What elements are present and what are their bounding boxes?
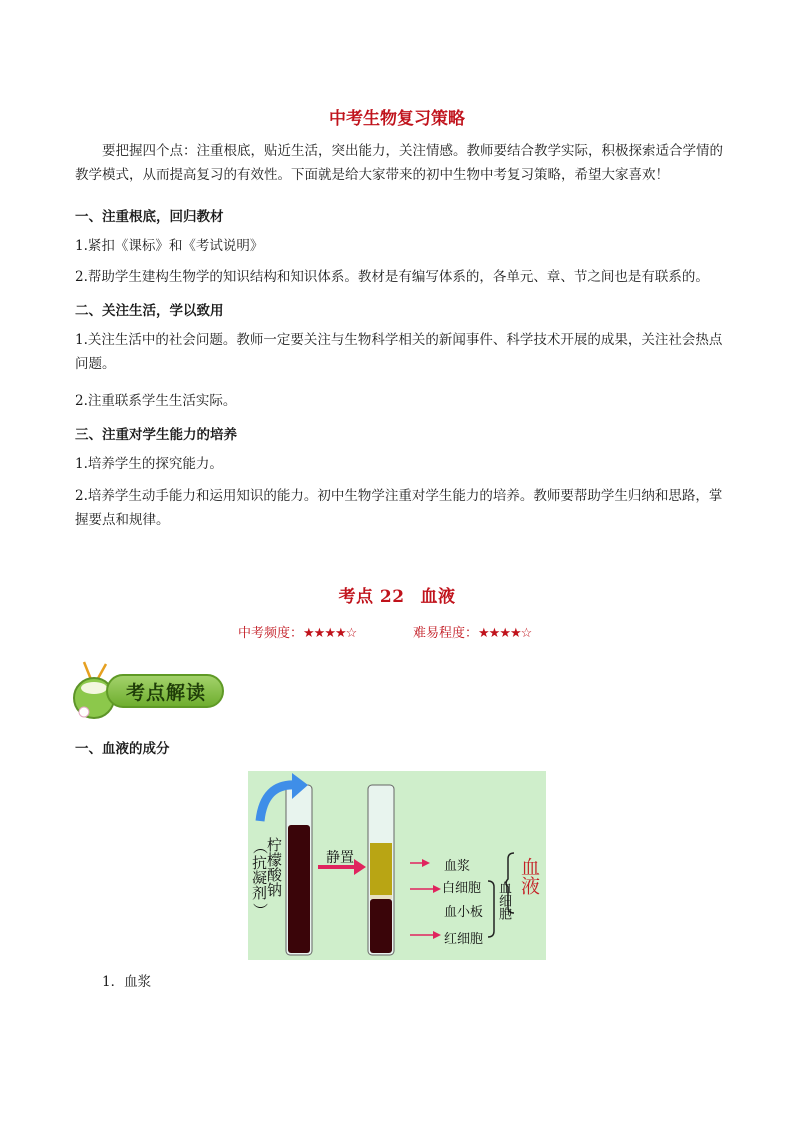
difficulty-rating <box>413 622 531 641</box>
section-2-item-2: 2.注重联系学生生活实际。 <box>75 393 237 409</box>
intro-paragraph: 要把握四个点：注重根底，贴近生活，突出能力，关注情感。教师要结合教学实际，积极探索适合学情的教学模式，从而提高复习的有效性。下面就是给大家带来的初中生物中考复习策略，希望大家喜欢！ <box>75 143 723 183</box>
blood-label: 血液 <box>518 857 540 895</box>
kaodian-title <box>0 582 794 607</box>
kaodian-topic: 血液 <box>420 587 456 607</box>
settle-label: 静置 <box>326 850 354 866</box>
frequency-stars: ★★★★☆ <box>303 626 357 641</box>
badge-text: 考点解读 <box>126 682 207 704</box>
section-1-item-1: 1.紧扣《课标》和《考试说明》 <box>75 238 264 254</box>
difficulty-label: 难易程度： <box>413 626 479 641</box>
frequency-label: 中考频度： <box>238 626 304 641</box>
anticoagulant-close-paren: ） <box>251 903 269 918</box>
test-tubes-illustration <box>248 771 546 960</box>
kaodian-jiedu-badge <box>70 660 228 720</box>
plasma-label: 血浆 <box>444 859 471 874</box>
page-title: 中考生物复习策略 <box>329 109 465 129</box>
frequency-rating <box>238 622 356 641</box>
section-1-item-2: 2.帮助学生建构生物学的知识结构和知识体系。教材是有编写体系的，各单元、章、节之间也是有联系的。 <box>75 269 709 285</box>
white-blood-cell-label: 白细胞 <box>442 881 482 896</box>
platelet-label: 血小板 <box>444 905 484 920</box>
section-3-item-2: 2.培养学生动手能力和运用知识的能力。初中生物学注重对学生能力的培养。教师要帮助学生归纳和思路，掌握要点和规律。 <box>75 488 723 528</box>
blood-cells-label: 血细胞 <box>496 881 511 920</box>
difficulty-stars: ★★★★☆ <box>478 626 532 641</box>
section-2-item-1: 1.关注生活中的社会问题。教师一定要关注与生物科学相关的新闻事件、科学技术开展的成果，关注社会热点问题。 <box>75 332 723 372</box>
kaodian-label: 考点 22 <box>338 587 405 607</box>
plasma-item: 1．血浆 <box>102 974 152 990</box>
anticoagulant-label: 抗凝剂 <box>250 855 268 900</box>
section-heading-3: 三、注重对学生能力的培养 <box>75 427 237 443</box>
anticoagulant-open-paren: （ <box>251 839 269 854</box>
sodium-citrate-label: 柠檬酸钠 <box>265 837 283 897</box>
section-heading-1: 一、注重根底，回归教材 <box>75 209 224 225</box>
red-blood-cell-label: 红细胞 <box>444 932 484 947</box>
section-3-item-1: 1.培养学生的探究能力。 <box>75 456 223 472</box>
blood-composition-figure <box>248 771 546 960</box>
section-heading-2: 二、关注生活，学以致用 <box>75 303 224 319</box>
subsection-heading: 一、血液的成分 <box>75 741 170 757</box>
